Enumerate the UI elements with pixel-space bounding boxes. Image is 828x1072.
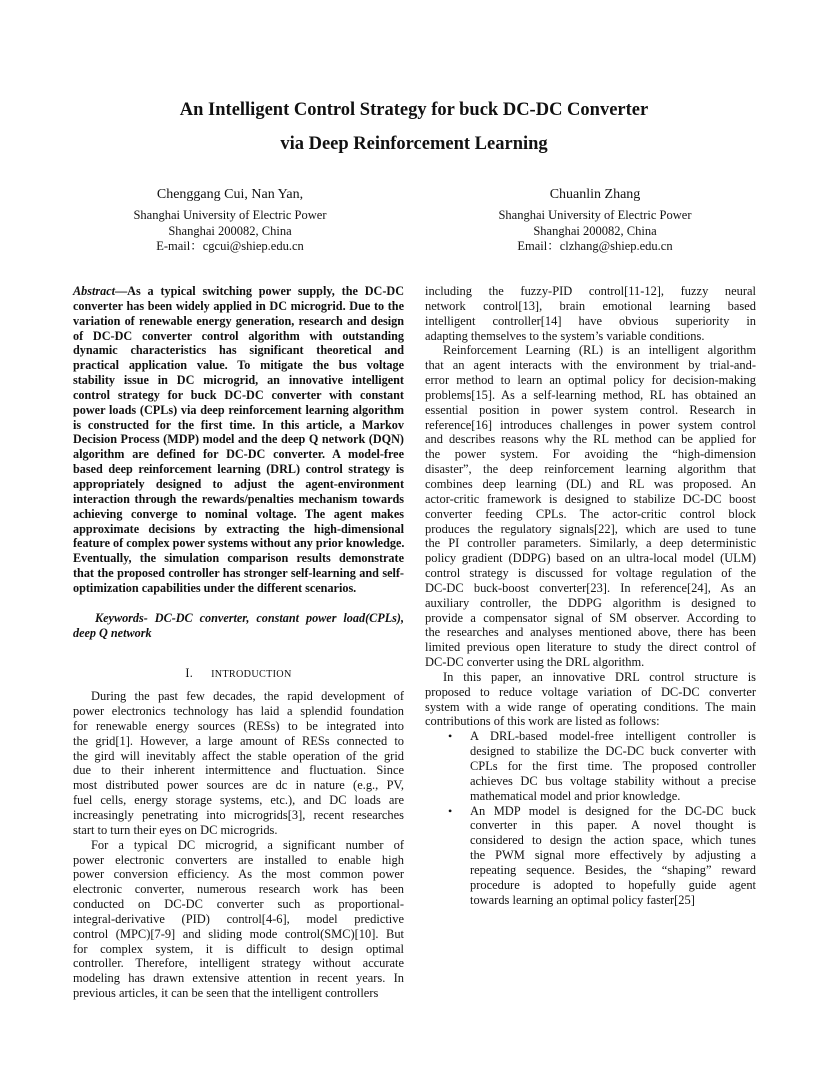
abstract-line: feature of complex power systems without any prior knowledge. (73, 536, 405, 551)
text-line: controller. Therefore, intelligent strategy without accurate (73, 956, 404, 971)
abstract-line: Decision Process (MDP) model and the deep Q network (DQN) (73, 432, 404, 447)
text-line: power electronic converters are installed to enable high (73, 852, 404, 867)
text-line: the grid[1]. However, a large amount of RESs connected to (73, 733, 404, 748)
author-block-1 (65, 186, 395, 255)
text-line: including the fuzzy-PID control[11-12], fuzzy neural (425, 284, 756, 298)
abstract-line: stability issue in DC microgrid, an innovative intelligent (73, 373, 404, 388)
abstract-line: that the proposed controller has stronger self-learning and self- (73, 566, 404, 581)
author-address: Shanghai 200082, China (168, 223, 292, 238)
intro-paragraph-1 (73, 689, 404, 837)
text-line: CPLs for the first time. The proposed controller (470, 759, 756, 773)
text-line: the gird will inevitably affect the stable operation of the grid (73, 748, 404, 763)
abstract-line: algorithm are defined for DC-DC converter. A model-free (73, 447, 404, 462)
text-line: conducted on DC-DC converter such as proportional- (73, 897, 404, 912)
contribution-bullet-1 (425, 729, 756, 803)
abstract-line: appropriately designed to adjust the agent-environment (73, 476, 404, 491)
abstract-line: practical application value. To mitigate the bus voltage (73, 358, 404, 373)
text-line: An MDP model is designed for the DC-DC buck (470, 803, 756, 818)
bullet-icon: • (448, 803, 453, 818)
text-line: electronic converter, numerous research work has been (73, 882, 404, 897)
text-line: essential position in power system control. Research in (425, 402, 756, 417)
text-line: towards learning an optimal policy faster[25] (470, 892, 695, 907)
text-line: the PWM signal more effectively by adjusting a (470, 848, 756, 863)
abstract-line: control strategy for buck DC-DC converter with constant (73, 387, 404, 402)
contribution-bullet-2 (425, 804, 756, 908)
abstract-line: power loads (CPLs) via deep reinforcement learning algorithm (73, 402, 404, 417)
abstract-line: dynamic characteristics has significant theoretical and (73, 343, 404, 358)
abstract-line: variation of renewable energy generation, research and design (73, 313, 404, 328)
text-line: auxiliary controller, the DDPG algorithm is designed to (425, 595, 756, 610)
right-paragraph-3 (425, 670, 756, 729)
text-line: that an agent interacts with the environment by trial-and- (425, 358, 756, 373)
keywords-line: deep Q network (73, 625, 152, 640)
author-email: E-mail：cgcui@shiep.edu.cn (156, 239, 304, 253)
text-line: and describes reasons why the RL method can be applied for (425, 432, 756, 447)
abstract-line: achieving converge to nominal voltage. The agent makes (73, 506, 404, 521)
paper-title-line-2: via Deep Reinforcement Learning (280, 134, 548, 154)
abstract-label: Abstract (73, 284, 115, 298)
text-line: repeating sequence. Besides, the “shaping” reward (470, 862, 756, 877)
text-line: fuel cells, energy storage systems, etc.), and DC loads are (73, 793, 404, 808)
text-line: contributions of this work are listed as follows: (425, 714, 660, 729)
author-names: Chuanlin Zhang (549, 187, 641, 202)
text-line: power conversion efficiency. As the most common power (73, 867, 404, 882)
abstract-line: converter has been widely applied in DC microgrid. Due to the (73, 298, 404, 313)
text-line: converter feeding CPLs. The actor-critic control block (425, 506, 756, 521)
text-line: the power system. For avoiding the “high-dimension (425, 447, 756, 462)
text-line: error method to learn an optimal policy for decision-making (425, 373, 756, 388)
author-affiliation: Shanghai University of Electric Power (133, 208, 327, 222)
abstract-line: based deep reinforcement learning (DRL) control strategy is (73, 462, 404, 477)
text-line: In this paper, an innovative DRL control structure is (443, 669, 756, 684)
right-paragraph-2 (425, 343, 756, 670)
keywords (73, 611, 404, 641)
right-column (425, 284, 756, 907)
text-line: limited previous open literature to study the direct control of (425, 640, 756, 655)
text-line: modeling has drawn extensive attention in recent years. In (73, 971, 404, 986)
text-line: procedure is adopted to hopefully guide agent (470, 877, 756, 892)
text-line: actor-critic framework is designed to stabilize DC-DC boost (425, 491, 756, 506)
text-line: intelligent controller[14] have obvious superiority in (425, 313, 756, 328)
text-line: control (MPC)[7-9] and sliding mode control(SMC)[10]. But (73, 926, 404, 941)
text-line: produces the regulatory signals[22], which are used to tune (425, 521, 756, 536)
paper-title-line-1: An Intelligent Control Strategy for buck DC-DC Converter (179, 100, 649, 120)
author-names: Chenggang Cui, Nan Yan, (156, 187, 304, 202)
text-line: most distributed power sources are dc in nature (e.g., PV, (73, 778, 404, 793)
text-line: due to their inherent intermittence and fluctuation. Since (73, 763, 404, 778)
text-line: power electronics technology has laid a splendid foundation (73, 704, 404, 719)
text-line: the researches and analyses mentioned above, there has been (425, 625, 756, 640)
abstract-line: of DC-DC converter control algorithm with outstanding (73, 328, 404, 343)
text-line: reference[16] introduces challenges in power system control (425, 417, 756, 432)
right-paragraph-1 (425, 284, 756, 343)
author-address: Shanghai 200082, China (533, 223, 657, 238)
section-title: INTRODUCTION (211, 669, 292, 681)
text-line: combines deep learning (DL) and RL was proposed. An (425, 476, 756, 491)
author-email: Email：clzhang@shiep.edu.cn (517, 239, 673, 253)
text-line: designed to stabilize the DC-DC buck converter with (470, 744, 756, 759)
text-line: system with a wide range of operating conditions. The main (425, 699, 756, 714)
text-line: proposed to reduce voltage variation of DC-DC converter (425, 684, 756, 699)
text-line: problems[15]. As a self-learning method, RL has obtained an (425, 387, 756, 402)
text-line: mathematical model and prior knowledge. (470, 788, 681, 803)
text-line: Reinforcement Learning (RL) is an intelligent algorithm (443, 343, 756, 358)
abstract (73, 284, 404, 596)
left-column (73, 284, 404, 1001)
text-line: previous articles, it can be seen that the intelligent controllers (73, 986, 379, 1001)
keywords-line: Keywords- DC-DC converter, constant power load(CPLs), (95, 610, 404, 625)
text-line: disaster”, the deep reinforcement learning algorithm that (425, 462, 756, 477)
text-line: DC-DC buck-boost converter[23]. In reference[24], As an (425, 580, 756, 595)
bullet-icon: • (448, 729, 453, 744)
abstract-line: is constructed for the first time. In this article, a Markov (73, 417, 404, 432)
text-line: DC-DC converter using the DRL algorithm. (425, 655, 645, 670)
text-line: network control[13], brain emotional learning based (425, 298, 756, 313)
abstract-text: —As a typical switching power supply, the DC-DC (114, 284, 404, 298)
text-line: adapting themselves to the system’s variable conditions. (425, 328, 705, 343)
author-block-2 (430, 186, 760, 255)
text-line: achieves DC bus voltage stability without a precise (470, 773, 756, 788)
abstract-line: Eventually, the simulation comparison results demonstrate (73, 551, 404, 566)
text-line: provide a compensator signal of SM observer. According to (425, 610, 756, 625)
section-heading-introduction (73, 666, 404, 683)
text-line: policy gradient (DDPG) based on an ultra-local model (ULM) (425, 551, 756, 566)
text-line: increasingly penetrating into microgrids[3], recent researches (73, 808, 404, 822)
text-line: During the past few decades, the rapid development of (91, 689, 404, 704)
text-line: the PI controller parameters. Similarly, a deep deterministic (425, 536, 756, 551)
text-line: considered to design the action space, which tunes (470, 833, 756, 848)
abstract-line: interaction through the rewards/penalties mechanism towards (73, 491, 404, 506)
author-affiliation: Shanghai University of Electric Power (498, 208, 692, 222)
abstract-line (73, 284, 404, 299)
section-number: I. (185, 666, 194, 681)
abstract-line: optimization capabilities under the different scenarios. (73, 580, 357, 595)
text-line: for complex system, it is difficult to design optimal (73, 941, 404, 956)
text-line: converter in this paper. A novel thought is (470, 818, 756, 833)
text-line: control strategy is discussed for voltage regulation of the (425, 566, 756, 581)
text-line: integral-derivative (PID) control[4-6], model predictive (73, 911, 404, 926)
text-line: for renewable energy sources (RESs) to be integrated into (73, 718, 404, 733)
intro-paragraph-2 (73, 838, 404, 1001)
abstract-line: approximate decisions by extracting the high-dimensional (73, 521, 404, 536)
text-line: A DRL-based model-free intelligent controller is (470, 729, 756, 744)
text-line: For a typical DC microgrid, a significant number of (91, 837, 404, 852)
text-line: start to turn their eyes on DC microgrids. (73, 822, 278, 837)
